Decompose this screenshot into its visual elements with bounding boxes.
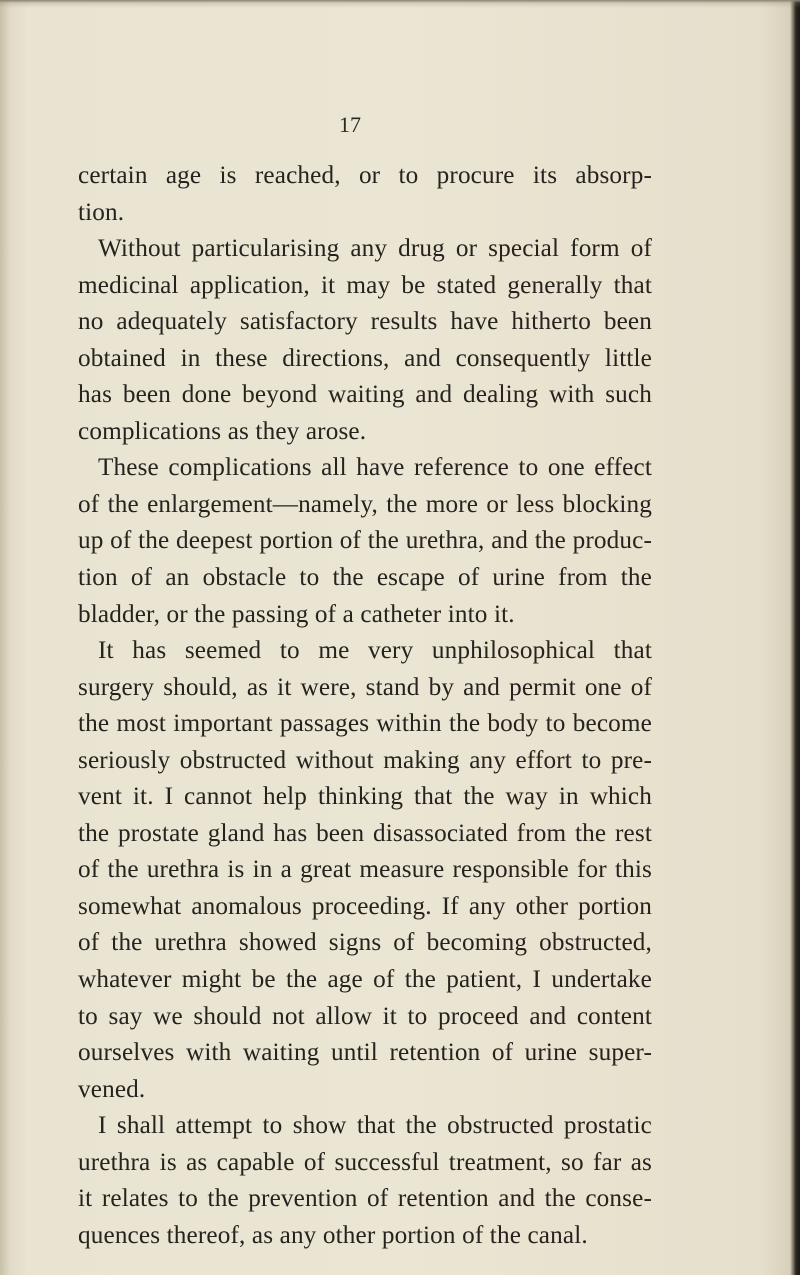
text-line: complications as they arose. [78,417,367,445]
text-line: the prostate gland has been disassociated from the rest [78,819,652,847]
text-line: has been done beyond waiting and dealing with such [78,381,652,409]
text-line: It has seemed to me very unphilosophical that [98,637,652,665]
text-line: These complications all have reference to one effect [98,454,652,482]
text-line: medicinal application, it may be stated generally that [78,271,652,299]
text-line: of the enlargement—namely, the more or less blocking [78,490,652,518]
text-line: quences thereof, as any other portion of the canal. [78,1221,588,1249]
text-line: it relates to the prevention of retention and the conse- [78,1185,652,1213]
text-line: certain age is reached, or to procure its absorp- [78,162,652,189]
page-number: 17 [339,112,361,137]
page-top-edge [0,0,800,8]
text-line: seriously obstructed without making any effort to pre- [78,746,652,774]
text-line: vened. [78,1075,146,1103]
text-line: vent it. I cannot help thinking that the way in which [78,783,652,811]
text-line: to say we should not allow it to proceed and content [78,1002,652,1030]
body-text [78,158,652,1254]
text-line: bladder, or the passing of a catheter into it. [78,600,515,628]
text-line: no adequately satisfactory results have hitherto been [78,308,652,336]
page-gutter-shadow [0,0,10,1275]
text-line: tion. [78,198,125,226]
text-line: I shall attempt to show that the obstructed prostatic [98,1112,652,1140]
text-line: surgery should, as it were, stand by and permit one of [78,673,652,701]
text-line: up of the deepest portion of the urethra, and the produc- [78,527,652,555]
text-line: urethra is as capable of successful treatment, so far as [78,1148,652,1176]
text-line: of the urethra showed signs of becoming obstructed, [78,929,652,957]
text-line: somewhat anomalous proceeding. If any other portion [78,892,652,920]
text-line: ourselves with waiting until retention of urine super- [78,1039,652,1067]
text-line: whatever might be the age of the patient, I undertake [78,966,652,994]
text-line: Without particularising any drug or special form of [98,235,652,263]
text-line: of the urethra is in a great measure responsible for this [78,856,652,884]
text-line: obtained in these directions, and consequently little [78,344,652,372]
text-line: tion of an obstacle to the escape of urine from the [78,564,652,592]
text-line: the most important passages within the body to become [78,710,652,738]
